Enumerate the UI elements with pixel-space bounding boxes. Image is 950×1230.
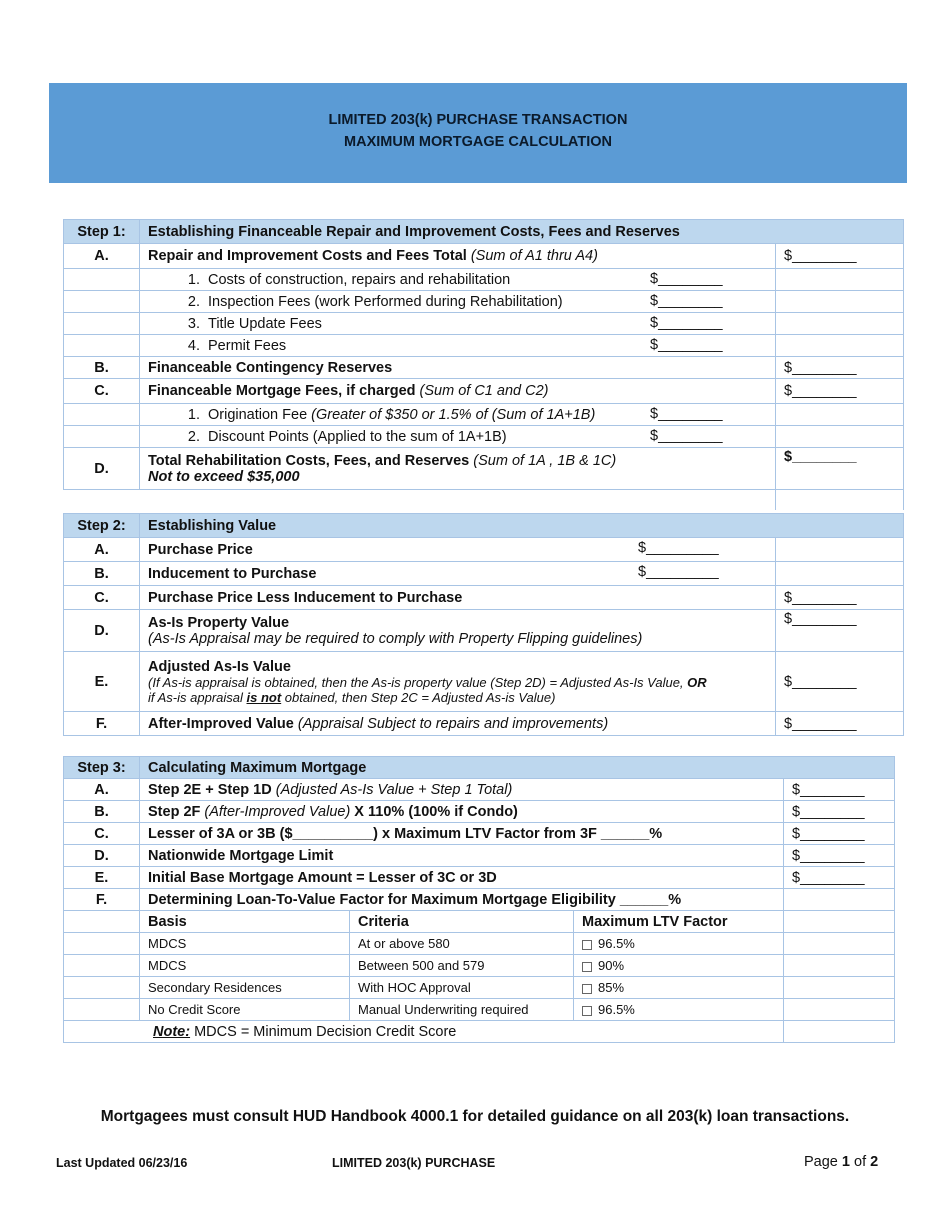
step1-a3-amount[interactable]: $________ xyxy=(650,315,723,331)
step3-e-amount[interactable]: $________ xyxy=(784,867,895,889)
step1-a-amount[interactable]: $________ xyxy=(776,244,904,269)
step3-e-row xyxy=(64,867,895,889)
ltv-basis: No Credit Score xyxy=(140,999,350,1021)
title-line-1: LIMITED 203(k) PURCHASE TRANSACTION xyxy=(328,112,628,128)
step3-d-label: D. xyxy=(64,845,140,867)
step1-a4-desc: 4. Permit Fees $________ xyxy=(140,335,776,357)
step3-f-row xyxy=(64,889,895,911)
ltv-row xyxy=(64,955,895,977)
ltv-header-factor: Maximum LTV Factor xyxy=(574,911,784,933)
title-banner xyxy=(49,83,907,183)
ltv-criteria: Manual Underwriting required xyxy=(350,999,574,1021)
note-text: Note: MDCS = Minimum Decision Credit Score xyxy=(64,1021,784,1043)
step3-f-desc: Determining Loan-To-Value Factor for Maximum Mortgage Eligibility ______% xyxy=(140,889,784,911)
step1-c2-row xyxy=(64,426,904,448)
step3-label: Step 3: xyxy=(64,757,140,779)
step2-table xyxy=(63,513,904,736)
ltv-row xyxy=(64,933,895,955)
step3-a-row xyxy=(64,779,895,801)
step2-a-row xyxy=(64,538,904,562)
step1-d-label: D. xyxy=(64,448,140,490)
ltv-row xyxy=(64,977,895,999)
note-row xyxy=(64,1021,895,1043)
step1-a1-amount[interactable]: $________ xyxy=(650,271,723,287)
step2-b-desc: Inducement to Purchase $_________ xyxy=(140,562,776,586)
step3-a-desc: Step 2E + Step 1D (Adjusted As-Is Value + Step 1 Total) xyxy=(140,779,784,801)
title-line-2: MAXIMUM MORTGAGE CALCULATION xyxy=(344,134,612,150)
step3-header-row xyxy=(64,757,895,779)
step1-a1-desc: 1. Costs of construction, repairs and rehabilitation $________ xyxy=(140,269,776,291)
step3-e-desc: Initial Base Mortgage Amount = Lesser of 3C or 3D xyxy=(140,867,784,889)
step1-c-row xyxy=(64,379,904,404)
step3-d-amount[interactable]: $________ xyxy=(784,845,895,867)
step2-b-amount[interactable]: $_________ xyxy=(638,564,719,580)
step1-a3-desc: 3. Title Update Fees $________ xyxy=(140,313,776,335)
step2-a-desc: Purchase Price $_________ xyxy=(140,538,776,562)
step1-d-amount[interactable]: $________ xyxy=(776,448,904,490)
step3-c-amount[interactable]: $________ xyxy=(784,823,895,845)
step2-c-label: C. xyxy=(64,586,140,610)
ltv-header-criteria: Criteria xyxy=(350,911,574,933)
step3-a-label: A. xyxy=(64,779,140,801)
step1-b-row xyxy=(64,357,904,379)
step1-a2-desc: 2. Inspection Fees (work Performed during Rehabilitation) $________ xyxy=(140,291,776,313)
step2-d-amount[interactable]: $________ xyxy=(776,610,904,652)
step2-f-desc: After-Improved Value (Appraisal Subject to repairs and improvements) xyxy=(140,712,776,736)
step2-e-amount[interactable]: $________ xyxy=(776,652,904,712)
step3-d-row xyxy=(64,845,895,867)
step3-table xyxy=(63,756,895,1043)
step3-f-label: F. xyxy=(64,889,140,911)
ltv-factor: 90% xyxy=(574,955,784,977)
footer-title: LIMITED 203(k) PURCHASE xyxy=(332,1156,496,1170)
step1-c1-amount[interactable]: $________ xyxy=(650,406,723,422)
step3-d-desc: Nationwide Mortgage Limit xyxy=(140,845,784,867)
step2-a-amount[interactable]: $_________ xyxy=(638,540,719,556)
ltv-checkbox[interactable] xyxy=(582,984,592,994)
ltv-header-row xyxy=(64,911,895,933)
step3-c-desc: Lesser of 3A or 3B ($__________) x Maximum LTV Factor from 3F ______% xyxy=(140,823,784,845)
ltv-basis: Secondary Residences xyxy=(140,977,350,999)
step2-c-desc: Purchase Price Less Inducement to Purchase xyxy=(140,586,776,610)
step3-b-desc: Step 2F (After-Improved Value) X 110% (100% if Condo) xyxy=(140,801,784,823)
step1-b-label: B. xyxy=(64,357,140,379)
step1-c-desc: Financeable Mortgage Fees, if charged (Sum of C1 and C2) xyxy=(140,379,776,404)
ltv-criteria: With HOC Approval xyxy=(350,977,574,999)
ltv-checkbox[interactable] xyxy=(582,1006,592,1016)
step1-c2-desc: 2. Discount Points (Applied to the sum of 1A+1B) $________ xyxy=(140,426,776,448)
step1-c2-amount[interactable]: $________ xyxy=(650,428,723,444)
step2-header-row xyxy=(64,514,904,538)
step1-spacer-row xyxy=(64,490,904,510)
step3-b-amount[interactable]: $________ xyxy=(784,801,895,823)
ltv-factor: 96.5% xyxy=(574,999,784,1021)
step1-a-desc: Repair and Improvement Costs and Fees Total (Sum of A1 thru A4) xyxy=(140,244,776,269)
step2-f-row xyxy=(64,712,904,736)
ltv-criteria: At or above 580 xyxy=(350,933,574,955)
step2-d-label: D. xyxy=(64,610,140,652)
step3-e-label: E. xyxy=(64,867,140,889)
step3-b-row xyxy=(64,801,895,823)
step3-a-amount[interactable]: $________ xyxy=(784,779,895,801)
ltv-checkbox[interactable] xyxy=(582,940,592,950)
step3-b-label: B. xyxy=(64,801,140,823)
step2-b-row xyxy=(64,562,904,586)
step1-c-amount[interactable]: $________ xyxy=(776,379,904,404)
ltv-basis: MDCS xyxy=(140,955,350,977)
step2-a-label: A. xyxy=(64,538,140,562)
step1-title: Establishing Financeable Repair and Improvement Costs, Fees and Reserves xyxy=(140,220,904,244)
step1-c1-desc: 1. Origination Fee (Greater of $350 or 1.5% of (Sum of 1A+1B) $________ xyxy=(140,404,776,426)
step2-d-desc: As-Is Property Value (As-Is Appraisal may be required to comply with Property Flipping guidelines) xyxy=(140,610,776,652)
step1-a3-row xyxy=(64,313,904,335)
step3-c-label: C. xyxy=(64,823,140,845)
step2-e-desc: Adjusted As-Is Value (If As-is appraisal is obtained, then the As-is property value (Step 2D) = Adjusted As-Is Value, OR if As-is appraisal is not obtained, then Step 2C = Adjusted As-is Value) xyxy=(140,652,776,712)
ltv-row xyxy=(64,999,895,1021)
step2-e-label: E. xyxy=(64,652,140,712)
step1-a4-row xyxy=(64,335,904,357)
step1-b-desc: Financeable Contingency Reserves xyxy=(140,357,776,379)
footer-page-number: Page 1 of 2 xyxy=(804,1154,879,1170)
step1-b-amount[interactable]: $________ xyxy=(776,357,904,379)
step2-label: Step 2: xyxy=(64,514,140,538)
step2-c-amount[interactable]: $________ xyxy=(776,586,904,610)
step3-title: Calculating Maximum Mortgage xyxy=(140,757,895,779)
handbook-notice: Mortgagees must consult HUD Handbook 4000.1 for detailed guidance on all 203(k) loan transactions. xyxy=(100,1108,850,1125)
step2-f-amount[interactable]: $________ xyxy=(776,712,904,736)
step1-label: Step 1: xyxy=(64,220,140,244)
step1-c1-row xyxy=(64,404,904,426)
step1-a4-amount[interactable]: $________ xyxy=(650,337,723,353)
step2-b-label: B. xyxy=(64,562,140,586)
ltv-criteria: Between 500 and 579 xyxy=(350,955,574,977)
footer-last-updated: Last Updated 06/23/16 xyxy=(56,1156,188,1170)
step2-c-row xyxy=(64,586,904,610)
step1-a-label: A. xyxy=(64,244,140,269)
step1-table xyxy=(63,219,904,510)
step1-header-row xyxy=(64,220,904,244)
step2-title: Establishing Value xyxy=(140,514,904,538)
step1-d-row xyxy=(64,448,904,490)
step3-c-row xyxy=(64,823,895,845)
step1-a-row xyxy=(64,244,904,269)
step1-d-desc: Total Rehabilitation Costs, Fees, and Reserves (Sum of 1A , 1B & 1C) Not to exceed $35,000 xyxy=(140,448,776,490)
step1-a2-amount[interactable]: $________ xyxy=(650,293,723,309)
step1-a2-row xyxy=(64,291,904,313)
ltv-basis: MDCS xyxy=(140,933,350,955)
ltv-header-basis: Basis xyxy=(140,911,350,933)
step2-f-label: F. xyxy=(64,712,140,736)
step2-e-row xyxy=(64,652,904,712)
step2-d-row xyxy=(64,610,904,652)
ltv-checkbox[interactable] xyxy=(582,962,592,972)
step1-c-label: C. xyxy=(64,379,140,404)
ltv-factor: 96.5% xyxy=(574,933,784,955)
ltv-factor: 85% xyxy=(574,977,784,999)
step1-a1-row xyxy=(64,269,904,291)
